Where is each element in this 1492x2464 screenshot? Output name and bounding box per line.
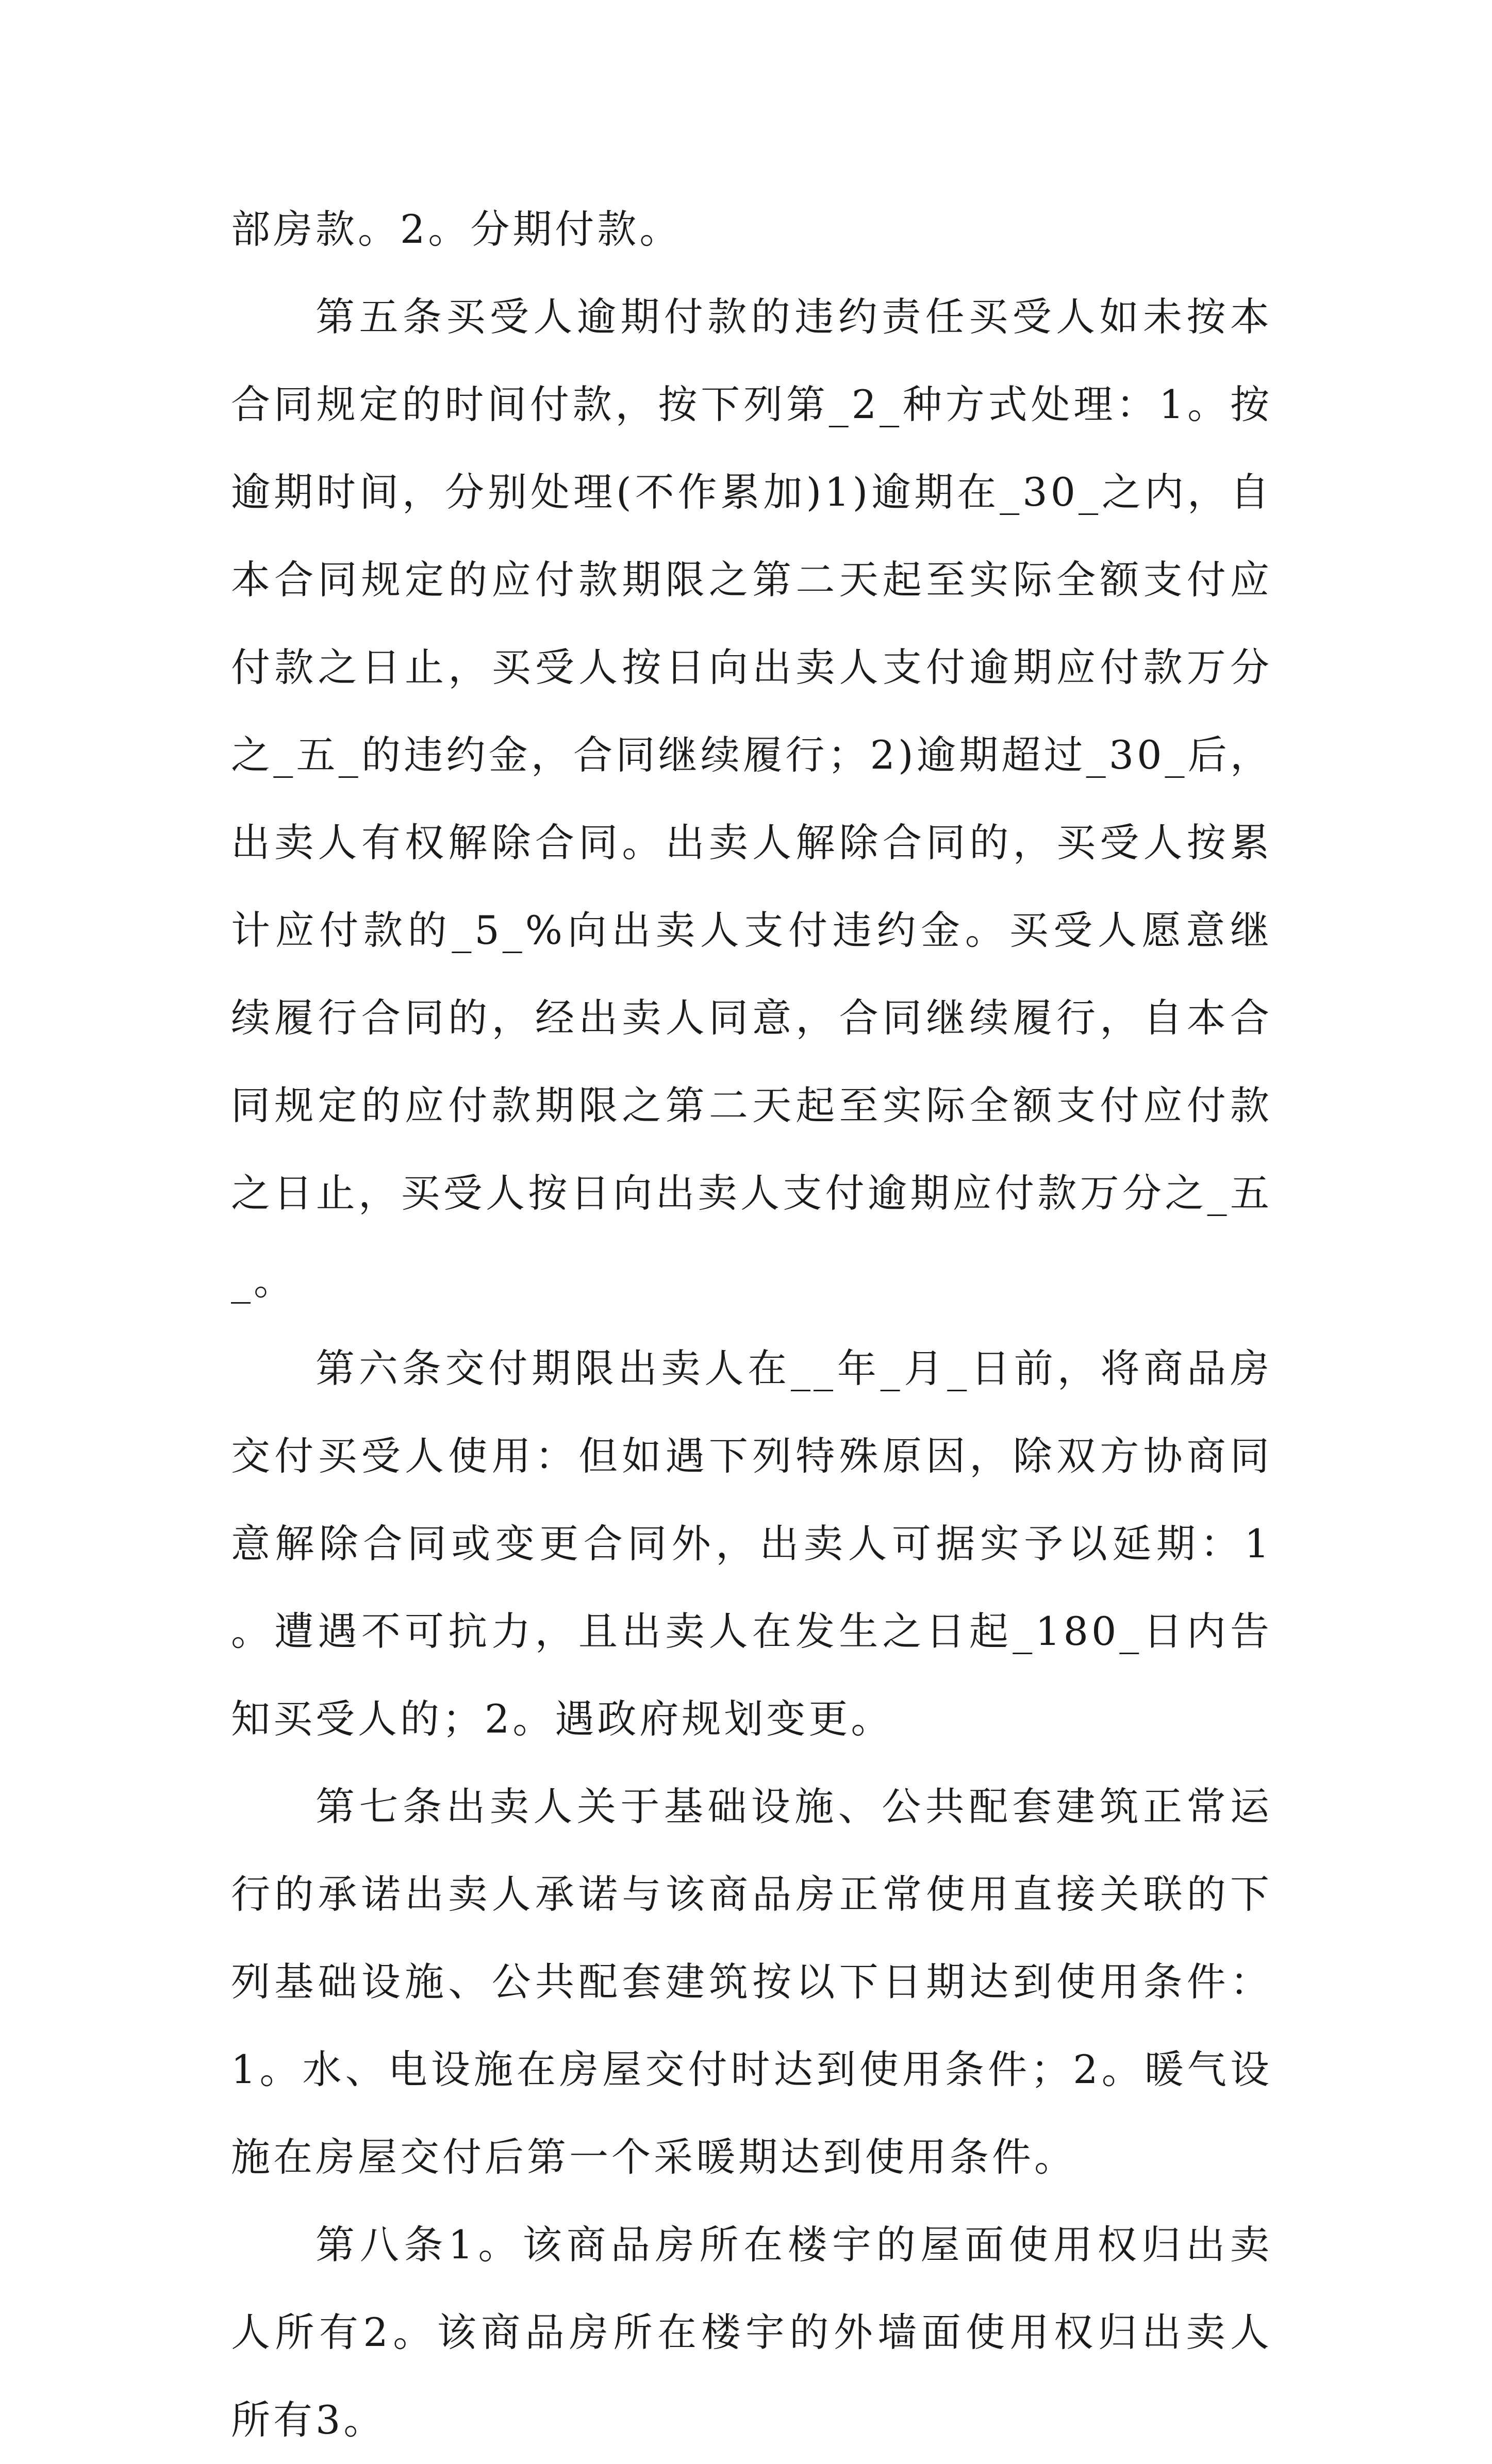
paragraph-article-5: 第五条买受人逾期付款的违约责任买受人如未按本合同规定的时间付款，按下列第_2_种方式处理：1。按逾期时间，分别处理(不作累加)1)逾期在_30_之内，自本合同规定的应付款期限之第二天起至实际全额支付应付款之日止，买受人按日向出卖人支付逾期应付款万分之_五_的违约金，合同继续履行；2)逾期超过_30_后，出卖人有权解除合同。出卖人解除合同的，买受人按累计应付款的_5_%向出卖人支付违约金。买受人愿意继续履行合同的，经出卖人同意，合同继续履行，自本合同规定的应付款期限之第二天起至实际全额支付应付款之日止，买受人按日向出卖人支付逾期应付款万分之_五_。 bbox=[231, 294, 1272, 1304]
document-body bbox=[231, 186, 1272, 2464]
paragraph-article-7: 第七条出卖人关于基础设施、公共配套建筑正常运行的承诺出卖人承诺与该商品房正常使用直接关联的下列基础设施、公共配套建筑按以下日期达到使用条件：1。水、电设施在房屋交付时达到使用条件；2。暖气设施在房屋交付后第一个采暖期达到使用条件。 bbox=[231, 1784, 1272, 2180]
paragraph-payment-continued: 部房款。2。分期付款。 bbox=[231, 206, 682, 252]
paragraph-article-8: 第八条1。该商品房所在楼宇的屋面使用权归出卖人所有2。该商品房所在楼宇的外墙面使用权归出卖人所有3。 bbox=[231, 2222, 1272, 2443]
paragraph-article-6: 第六条交付期限出卖人在__年_月_日前，将商品房交付买受人使用：但如遇下列特殊原因，除双方协商同意解除合同或变更合同外，出卖人可据实予以延期：1。遭遇不可抗力，且出卖人在发生之日起_180_日内告知买受人的；2。遇政府规划变更。 bbox=[231, 1345, 1272, 1742]
